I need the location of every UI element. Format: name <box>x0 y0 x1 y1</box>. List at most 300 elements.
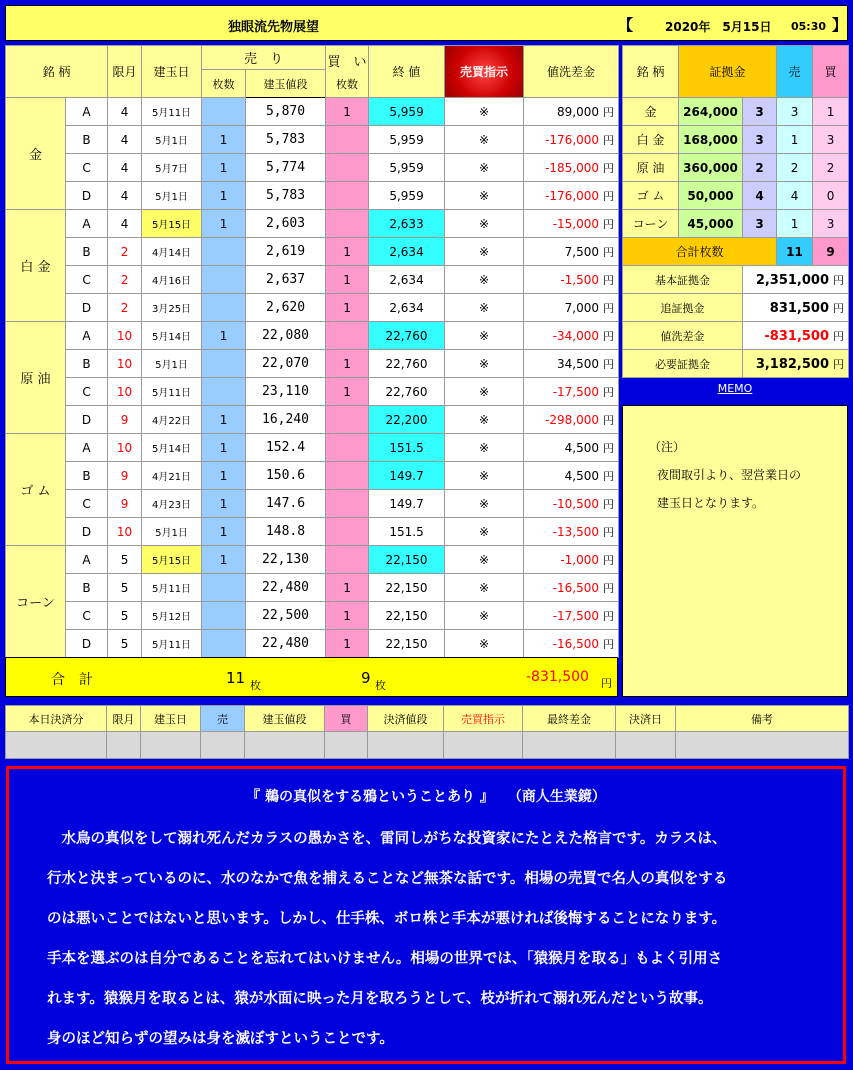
buy-qty <box>326 182 369 210</box>
yen-unit: 円 <box>603 581 615 595</box>
margin-sell: 4 <box>777 182 813 210</box>
mark-to-market-diff <box>524 574 619 602</box>
entry-date: 5月14日 <box>142 322 202 350</box>
yen-unit: 円 <box>603 301 615 315</box>
margin-amount: 360,000 <box>679 154 743 182</box>
mark-to-market-diff <box>524 434 619 462</box>
settlement-table <box>5 705 849 759</box>
proverb-line: 行水と決まっているのに、水のなかで魚を捕えることなど無茶な話です。相場の売買で名人の真似をする <box>47 871 728 887</box>
close-price: 149.7 <box>369 462 445 490</box>
contract-month: 2 <box>108 266 142 294</box>
contract-month: 10 <box>108 350 142 378</box>
diff-value: 89,000 <box>557 104 600 119</box>
position-id: D <box>66 518 108 546</box>
sell-qty: 1 <box>202 322 246 350</box>
mark-to-market-diff <box>524 210 619 238</box>
settle-header: 買 <box>325 706 368 732</box>
margin-rate: 3 <box>743 98 777 126</box>
diff-value: 4,500 <box>564 468 600 483</box>
yen-unit: 円 <box>603 245 615 259</box>
summary-label: 値洗差金 <box>623 322 743 350</box>
trade-instruction: ※ <box>445 574 524 602</box>
position-row <box>6 322 619 350</box>
total-buy: 9 <box>361 669 371 687</box>
diff-value: -176,000 <box>545 188 600 203</box>
settle-header: 売 <box>201 706 245 732</box>
contract-month: 5 <box>108 574 142 602</box>
header-sell-qty: 枚数 <box>202 70 246 98</box>
entry-price: 22,070 <box>246 350 326 378</box>
position-row <box>6 182 619 210</box>
sell-qty <box>202 574 246 602</box>
margin-brand: 金 <box>623 98 679 126</box>
memo-box <box>622 405 848 697</box>
margin-total-buy: 9 <box>813 238 849 266</box>
entry-date: 5月1日 <box>142 126 202 154</box>
entry-price: 5,774 <box>246 154 326 182</box>
entry-price: 22,480 <box>246 574 326 602</box>
position-id: B <box>66 238 108 266</box>
yen-unit: 円 <box>603 553 615 567</box>
contract-month: 4 <box>108 182 142 210</box>
margin-amount: 264,000 <box>679 98 743 126</box>
position-id: C <box>66 490 108 518</box>
margin-buy: 2 <box>813 154 849 182</box>
summary-amount: 3,182,500 <box>755 356 830 372</box>
diff-value: -17,500 <box>552 384 600 399</box>
yen-unit: 円 <box>833 301 845 315</box>
summary-label: 必要証拠金 <box>623 350 743 378</box>
margin-summary-row <box>623 266 849 294</box>
trade-instruction: ※ <box>445 490 524 518</box>
entry-date: 5月1日 <box>142 518 202 546</box>
entry-price: 22,130 <box>246 546 326 574</box>
entry-price: 22,500 <box>246 602 326 630</box>
header-sell: 売 り <box>202 46 326 70</box>
mark-to-market-diff <box>524 154 619 182</box>
summary-label: 基本証拠金 <box>623 266 743 294</box>
contract-month: 2 <box>108 294 142 322</box>
trade-instruction: ※ <box>445 154 524 182</box>
settle-header: 売買指示 <box>444 706 523 732</box>
commodity-name: コーン <box>6 546 66 658</box>
entry-date: 5月15日 <box>142 210 202 238</box>
position-id: B <box>66 462 108 490</box>
position-row <box>6 98 619 126</box>
sell-qty: 1 <box>202 182 246 210</box>
position-id: D <box>66 294 108 322</box>
settle-cell[interactable] <box>107 732 141 759</box>
diff-value: -10,500 <box>552 496 600 511</box>
buy-qty <box>326 322 369 350</box>
position-row <box>6 210 619 238</box>
entry-price: 147.6 <box>246 490 326 518</box>
diff-value: -1,000 <box>560 552 600 567</box>
contract-month: 9 <box>108 462 142 490</box>
yen-unit: 円 <box>603 469 615 483</box>
yen-unit: 円 <box>603 413 615 427</box>
buy-qty <box>326 462 369 490</box>
margin-total-row <box>623 238 849 266</box>
mark-to-market-diff <box>524 182 619 210</box>
contract-month: 9 <box>108 490 142 518</box>
report-date: 2020年 5月15日 <box>665 20 772 34</box>
yen-unit: 円 <box>603 329 615 343</box>
sell-qty: 1 <box>202 518 246 546</box>
total-sell-unit: 枚 <box>250 679 261 692</box>
buy-qty <box>326 546 369 574</box>
margin-summary-row <box>623 322 849 350</box>
mark-to-market-diff <box>524 350 619 378</box>
buy-qty <box>326 518 369 546</box>
settle-cell[interactable] <box>201 732 245 759</box>
buy-qty: 1 <box>326 602 369 630</box>
position-row <box>6 154 619 182</box>
summary-value <box>743 294 849 322</box>
position-id: A <box>66 434 108 462</box>
close-price: 151.5 <box>369 518 445 546</box>
trade-instruction: ※ <box>445 182 524 210</box>
date-bracket-open: 【 <box>618 16 634 34</box>
position-row <box>6 602 619 630</box>
position-id: B <box>66 350 108 378</box>
trade-instruction: ※ <box>445 546 524 574</box>
mark-to-market-diff <box>524 322 619 350</box>
close-price: 22,760 <box>369 378 445 406</box>
close-price: 2,633 <box>369 210 445 238</box>
margin-row <box>623 210 849 238</box>
memo-line: 建玉日となります。 <box>657 496 765 510</box>
header-buy-label: 買 い <box>327 55 367 70</box>
header-month: 限月 <box>108 46 142 98</box>
sell-qty <box>202 630 246 658</box>
summary-amount: -831,500 <box>764 328 830 344</box>
sell-qty <box>202 294 246 322</box>
entry-date: 4月22日 <box>142 406 202 434</box>
entry-date: 3月25日 <box>142 294 202 322</box>
trade-instruction: ※ <box>445 378 524 406</box>
contract-month: 9 <box>108 406 142 434</box>
margin-rate: 4 <box>743 182 777 210</box>
settle-cell[interactable] <box>676 732 849 759</box>
header-buy-qty: 枚数 <box>336 78 359 91</box>
settle-header: 建玉日 <box>141 706 201 732</box>
close-price: 22,150 <box>369 546 445 574</box>
mark-to-market-diff <box>524 294 619 322</box>
memo-title[interactable]: MEMO <box>717 382 753 395</box>
settle-header: 最終差金 <box>523 706 616 732</box>
entry-date: 5月12日 <box>142 602 202 630</box>
entry-price: 148.8 <box>246 518 326 546</box>
settle-header: 本日決済分 <box>6 706 107 732</box>
yen-unit: 円 <box>603 609 615 623</box>
position-row <box>6 126 619 154</box>
diff-value: 7,500 <box>564 244 600 259</box>
margin-buy: 1 <box>813 98 849 126</box>
header-instruction: 売買指示 <box>445 46 524 98</box>
settle-cell[interactable] <box>245 732 325 759</box>
yen-unit: 円 <box>603 637 615 651</box>
buy-qty: 1 <box>326 350 369 378</box>
close-price: 5,959 <box>369 182 445 210</box>
trade-instruction: ※ <box>445 602 524 630</box>
summary-amount: 2,351,000 <box>755 272 830 288</box>
commodity-name: ゴ ム <box>6 434 66 546</box>
sell-qty <box>202 350 246 378</box>
diff-value: 7,000 <box>564 300 600 315</box>
position-id: B <box>66 126 108 154</box>
buy-qty <box>326 406 369 434</box>
margin-rate: 3 <box>743 210 777 238</box>
trade-instruction: ※ <box>445 462 524 490</box>
position-id: C <box>66 378 108 406</box>
settle-cell[interactable] <box>325 732 368 759</box>
total-buy-unit: 枚 <box>375 679 386 692</box>
settle-header: 決済値段 <box>368 706 444 732</box>
margin-buy: 3 <box>813 126 849 154</box>
memo-line: （注） <box>649 440 686 454</box>
diff-value: -16,500 <box>552 636 600 651</box>
diff-value: 4,500 <box>564 440 600 455</box>
margin-row <box>623 182 849 210</box>
mark-to-market-diff <box>524 546 619 574</box>
position-row <box>6 630 619 658</box>
sell-qty <box>202 98 246 126</box>
position-id: D <box>66 406 108 434</box>
position-id: A <box>66 98 108 126</box>
entry-date: 5月11日 <box>142 630 202 658</box>
buy-qty: 1 <box>326 574 369 602</box>
margin-header-deposit: 証拠金 <box>679 46 777 98</box>
trade-instruction: ※ <box>445 406 524 434</box>
diff-value: -298,000 <box>545 412 600 427</box>
close-price: 2,634 <box>369 266 445 294</box>
trade-instruction: ※ <box>445 98 524 126</box>
trade-instruction: ※ <box>445 294 524 322</box>
summary-label: 追証拠金 <box>623 294 743 322</box>
yen-unit: 円 <box>603 525 615 539</box>
position-row <box>6 546 619 574</box>
sell-qty: 1 <box>202 546 246 574</box>
mark-to-market-diff <box>524 238 619 266</box>
settle-cell[interactable] <box>616 732 676 759</box>
margin-brand: ゴ ム <box>623 182 679 210</box>
buy-qty: 1 <box>326 98 369 126</box>
margin-row <box>623 154 849 182</box>
diff-value: -176,000 <box>545 132 600 147</box>
sell-qty: 1 <box>202 126 246 154</box>
position-id: A <box>66 322 108 350</box>
entry-price: 16,240 <box>246 406 326 434</box>
diff-value: -16,500 <box>552 580 600 595</box>
margin-header-buy: 買 <box>813 46 849 98</box>
margin-rate: 2 <box>743 154 777 182</box>
margin-header-brand: 銘 柄 <box>623 46 679 98</box>
margin-summary-row <box>623 294 849 322</box>
settle-cell[interactable] <box>6 732 107 759</box>
margin-brand: 原 油 <box>623 154 679 182</box>
diff-value: -15,000 <box>552 216 600 231</box>
position-row <box>6 350 619 378</box>
trade-instruction: ※ <box>445 518 524 546</box>
contract-month: 10 <box>108 434 142 462</box>
position-row <box>6 434 619 462</box>
mark-to-market-diff <box>524 98 619 126</box>
contract-month: 4 <box>108 210 142 238</box>
buy-qty: 1 <box>326 266 369 294</box>
sell-qty <box>202 238 246 266</box>
trade-instruction: ※ <box>445 322 524 350</box>
position-id: A <box>66 546 108 574</box>
header-date: 建玉日 <box>142 46 202 98</box>
entry-price: 2,603 <box>246 210 326 238</box>
trade-instruction: ※ <box>445 126 524 154</box>
diff-value: -1,500 <box>560 272 600 287</box>
position-row <box>6 238 619 266</box>
contract-month: 4 <box>108 98 142 126</box>
margin-summary-row <box>623 350 849 378</box>
position-id: C <box>66 602 108 630</box>
margin-sell: 2 <box>777 154 813 182</box>
settle-cell[interactable] <box>368 732 444 759</box>
margin-header-sell: 売 <box>777 46 813 98</box>
yen-unit: 円 <box>833 273 845 287</box>
trade-instruction: ※ <box>445 266 524 294</box>
sell-qty: 1 <box>202 406 246 434</box>
buy-qty: 1 <box>326 378 369 406</box>
margin-row <box>623 98 849 126</box>
close-price: 22,760 <box>369 350 445 378</box>
contract-month: 2 <box>108 238 142 266</box>
yen-unit: 円 <box>603 497 615 511</box>
close-price: 2,634 <box>369 294 445 322</box>
summary-value <box>743 322 849 350</box>
sell-qty: 1 <box>202 462 246 490</box>
contract-month: 5 <box>108 602 142 630</box>
entry-date: 5月11日 <box>142 574 202 602</box>
close-price: 5,959 <box>369 154 445 182</box>
sell-qty <box>202 602 246 630</box>
settle-header: 建玉値段 <box>245 706 325 732</box>
diff-value: 34,500 <box>557 356 600 371</box>
total-yen: 円 <box>601 677 612 690</box>
mark-to-market-diff <box>524 126 619 154</box>
margin-amount: 50,000 <box>679 182 743 210</box>
mark-to-market-diff <box>524 490 619 518</box>
close-price: 149.7 <box>369 490 445 518</box>
yen-unit: 円 <box>603 189 615 203</box>
position-id: A <box>66 210 108 238</box>
proverb-box <box>6 766 846 1064</box>
entry-price: 2,620 <box>246 294 326 322</box>
entry-price: 23,110 <box>246 378 326 406</box>
margin-total-label: 合計枚数 <box>623 238 777 266</box>
summary-value <box>743 266 849 294</box>
report-time: 05:30 <box>791 20 827 33</box>
margin-brand: 白 金 <box>623 126 679 154</box>
entry-price: 2,637 <box>246 266 326 294</box>
buy-qty <box>326 126 369 154</box>
entry-date: 4月23日 <box>142 490 202 518</box>
settle-cell[interactable] <box>523 732 616 759</box>
yen-unit: 円 <box>603 273 615 287</box>
margin-row <box>623 126 849 154</box>
mark-to-market-diff <box>524 378 619 406</box>
position-id: D <box>66 182 108 210</box>
buy-qty <box>326 154 369 182</box>
yen-unit: 円 <box>603 357 615 371</box>
memo-line: 夜間取引より、翌営業日の <box>657 468 802 482</box>
contract-month: 5 <box>108 546 142 574</box>
buy-qty <box>326 434 369 462</box>
margin-amount: 168,000 <box>679 126 743 154</box>
entry-price: 5,870 <box>246 98 326 126</box>
yen-unit: 円 <box>603 217 615 231</box>
position-row <box>6 266 619 294</box>
diff-value: -34,000 <box>552 328 600 343</box>
mark-to-market-diff <box>524 266 619 294</box>
position-row <box>6 378 619 406</box>
trade-instruction: ※ <box>445 630 524 658</box>
total-label: 合 計 <box>51 672 93 688</box>
entry-price: 150.6 <box>246 462 326 490</box>
summary-value <box>743 350 849 378</box>
position-row <box>6 462 619 490</box>
settle-cell[interactable] <box>444 732 523 759</box>
total-diff: -831,500 <box>526 669 589 685</box>
close-price: 2,634 <box>369 238 445 266</box>
total-row <box>5 657 618 697</box>
settle-cell[interactable] <box>141 732 201 759</box>
trade-instruction: ※ <box>445 434 524 462</box>
contract-month: 10 <box>108 378 142 406</box>
diff-value: -185,000 <box>545 160 600 175</box>
trade-instruction: ※ <box>445 350 524 378</box>
page-title: 独眼流先物展望 <box>228 20 320 35</box>
entry-date: 5月11日 <box>142 98 202 126</box>
yen-unit: 円 <box>603 133 615 147</box>
sell-qty: 1 <box>202 154 246 182</box>
yen-unit: 円 <box>833 357 845 371</box>
margin-brand: コーン <box>623 210 679 238</box>
entry-date: 5月14日 <box>142 434 202 462</box>
diff-value: -13,500 <box>552 524 600 539</box>
margin-sell: 1 <box>777 210 813 238</box>
header-buy <box>326 46 369 98</box>
position-row <box>6 294 619 322</box>
entry-date: 5月1日 <box>142 182 202 210</box>
margin-table <box>622 45 849 378</box>
sell-qty: 1 <box>202 210 246 238</box>
mark-to-market-diff <box>524 462 619 490</box>
buy-qty: 1 <box>326 238 369 266</box>
entry-price: 2,619 <box>246 238 326 266</box>
close-price: 22,150 <box>369 602 445 630</box>
position-id: D <box>66 630 108 658</box>
yen-unit: 円 <box>833 329 845 343</box>
header-close: 終 値 <box>369 46 445 98</box>
settle-header: 限月 <box>107 706 141 732</box>
margin-sell: 3 <box>777 98 813 126</box>
close-price: 5,959 <box>369 126 445 154</box>
margin-rate: 3 <box>743 126 777 154</box>
entry-price: 22,480 <box>246 630 326 658</box>
trade-instruction: ※ <box>445 238 524 266</box>
margin-sell: 1 <box>777 126 813 154</box>
entry-date: 5月7日 <box>142 154 202 182</box>
contract-month: 4 <box>108 126 142 154</box>
contract-month: 5 <box>108 630 142 658</box>
